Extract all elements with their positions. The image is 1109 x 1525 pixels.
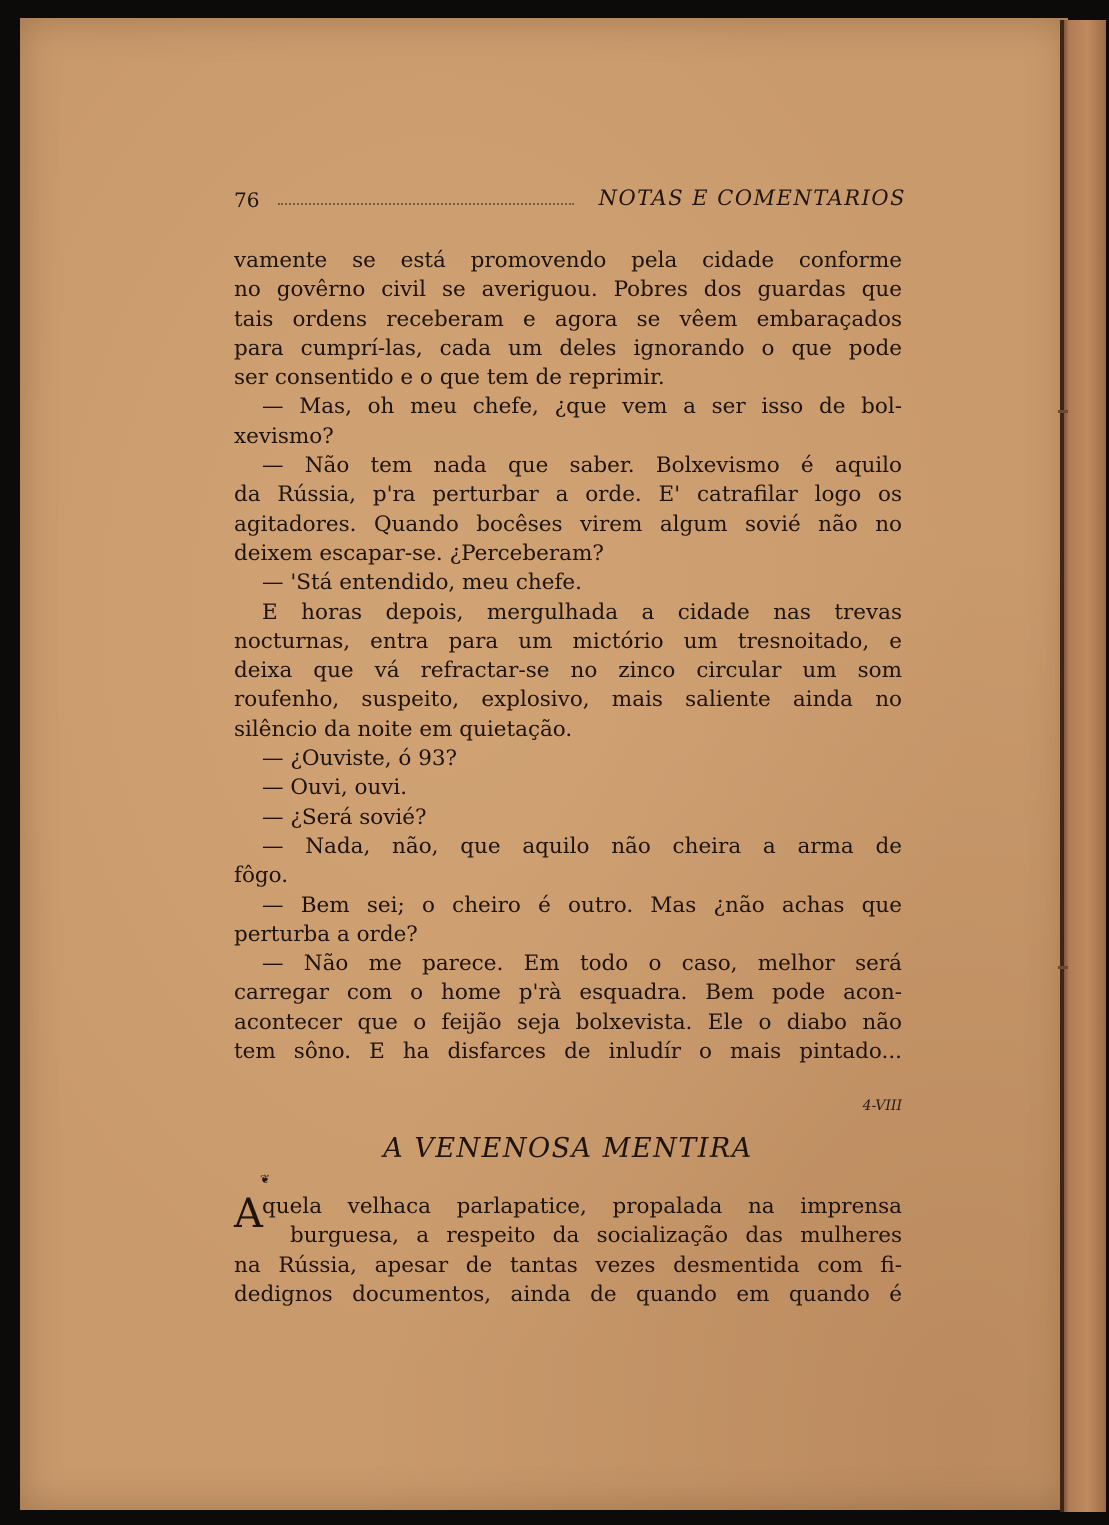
text-line: tem sôno. E ha disfarces de inludír o mais pintado... xyxy=(234,1039,902,1065)
text-line: — Nada, não, que aquilo não cheira a arma de xyxy=(262,833,902,859)
text-line: deixem escapar-se. ¿Perceberam? xyxy=(234,540,604,566)
text-line: acontecer que o feijão seja bolxevista. Ele o diabo não xyxy=(234,1009,902,1035)
ornament-icon: ❦ xyxy=(260,1172,271,1186)
text-line: carregar com o home p'rà esquadra. Bem pode acon- xyxy=(234,980,902,1006)
text-line: — Bem sei; o cheiro é outro. Mas ¿não achas que xyxy=(262,892,902,918)
text-line: perturba a orde? xyxy=(234,921,418,947)
text-line: — 'Stá entendido, meu chefe. xyxy=(262,570,582,596)
text-line: quela velhaca parlapatice, propalada na imprensa xyxy=(262,1194,902,1219)
page-header xyxy=(234,184,906,218)
text-line: vamente se está promovendo pela cidade conforme xyxy=(234,248,902,273)
text-line: nocturnas, entra para um mictório um tresnoitado, e xyxy=(234,628,902,654)
page-edge-mark xyxy=(1058,410,1068,413)
article-title: A VENENOSA MENTIRA xyxy=(383,1133,753,1164)
article-body xyxy=(234,1192,902,1309)
binding-shadow xyxy=(1060,20,1064,1512)
text-line: — Não me parece. Em todo o caso, melhor será xyxy=(262,951,902,977)
body-text xyxy=(234,246,902,1066)
text-line: silêncio da noite em quietação. xyxy=(234,716,573,742)
text-line: para cumprí-las, cada um deles ignorando o que pode xyxy=(234,335,902,361)
page-edge-mark xyxy=(1058,966,1068,969)
text-line: xevismo? xyxy=(234,423,334,449)
text-line: tais ordens receberam e agora se vêem embaraçados xyxy=(234,306,902,332)
text-line: da Rússia, p'ra perturbar a orde. E' catrafilar logo os xyxy=(234,482,902,508)
text-line: ser consentido e o que tem de reprimir. xyxy=(234,365,665,391)
text-line: deixa que vá refractar-se no zinco circular um som xyxy=(234,658,902,684)
header-rule xyxy=(278,203,574,205)
text-line: — Ouvi, ouvi. xyxy=(262,775,408,801)
text-line: no govêrno civil se averiguou. Pobres dos guardas que xyxy=(234,277,902,303)
page-number: 76 xyxy=(234,188,260,212)
text-line: E horas depois, mergulhada a cidade nas trevas xyxy=(262,599,902,625)
text-line: na Rússia, apesar de tantas vezes desmentida com fi- xyxy=(234,1252,902,1278)
drop-cap: A xyxy=(234,1191,263,1237)
text-line: — Mas, oh meu chefe, ¿que vem a ser isso de bol- xyxy=(262,394,902,420)
adjacent-page-edge xyxy=(1060,20,1106,1512)
text-line: fôgo. xyxy=(234,863,289,889)
text-line: — Não tem nada que saber. Bolxevismo é aquilo xyxy=(262,453,902,479)
text-line: roufenho, suspeito, explosivo, mais saliente ainda no xyxy=(234,687,902,713)
text-line: — ¿Será sovié? xyxy=(262,804,427,830)
text-line: agitadores. Quando bocêses virem algum sovié não no xyxy=(234,511,902,537)
text-line: — ¿Ouviste, ó 93? xyxy=(262,746,458,772)
running-head: NOTAS E COMENTARIOS xyxy=(598,186,906,210)
text-line: dedignos documentos, ainda de quando em quando é xyxy=(234,1281,902,1307)
article-date: 4-VIII xyxy=(862,1098,902,1114)
text-line: burguesa, a respeito da socialização das mulheres xyxy=(290,1223,902,1249)
